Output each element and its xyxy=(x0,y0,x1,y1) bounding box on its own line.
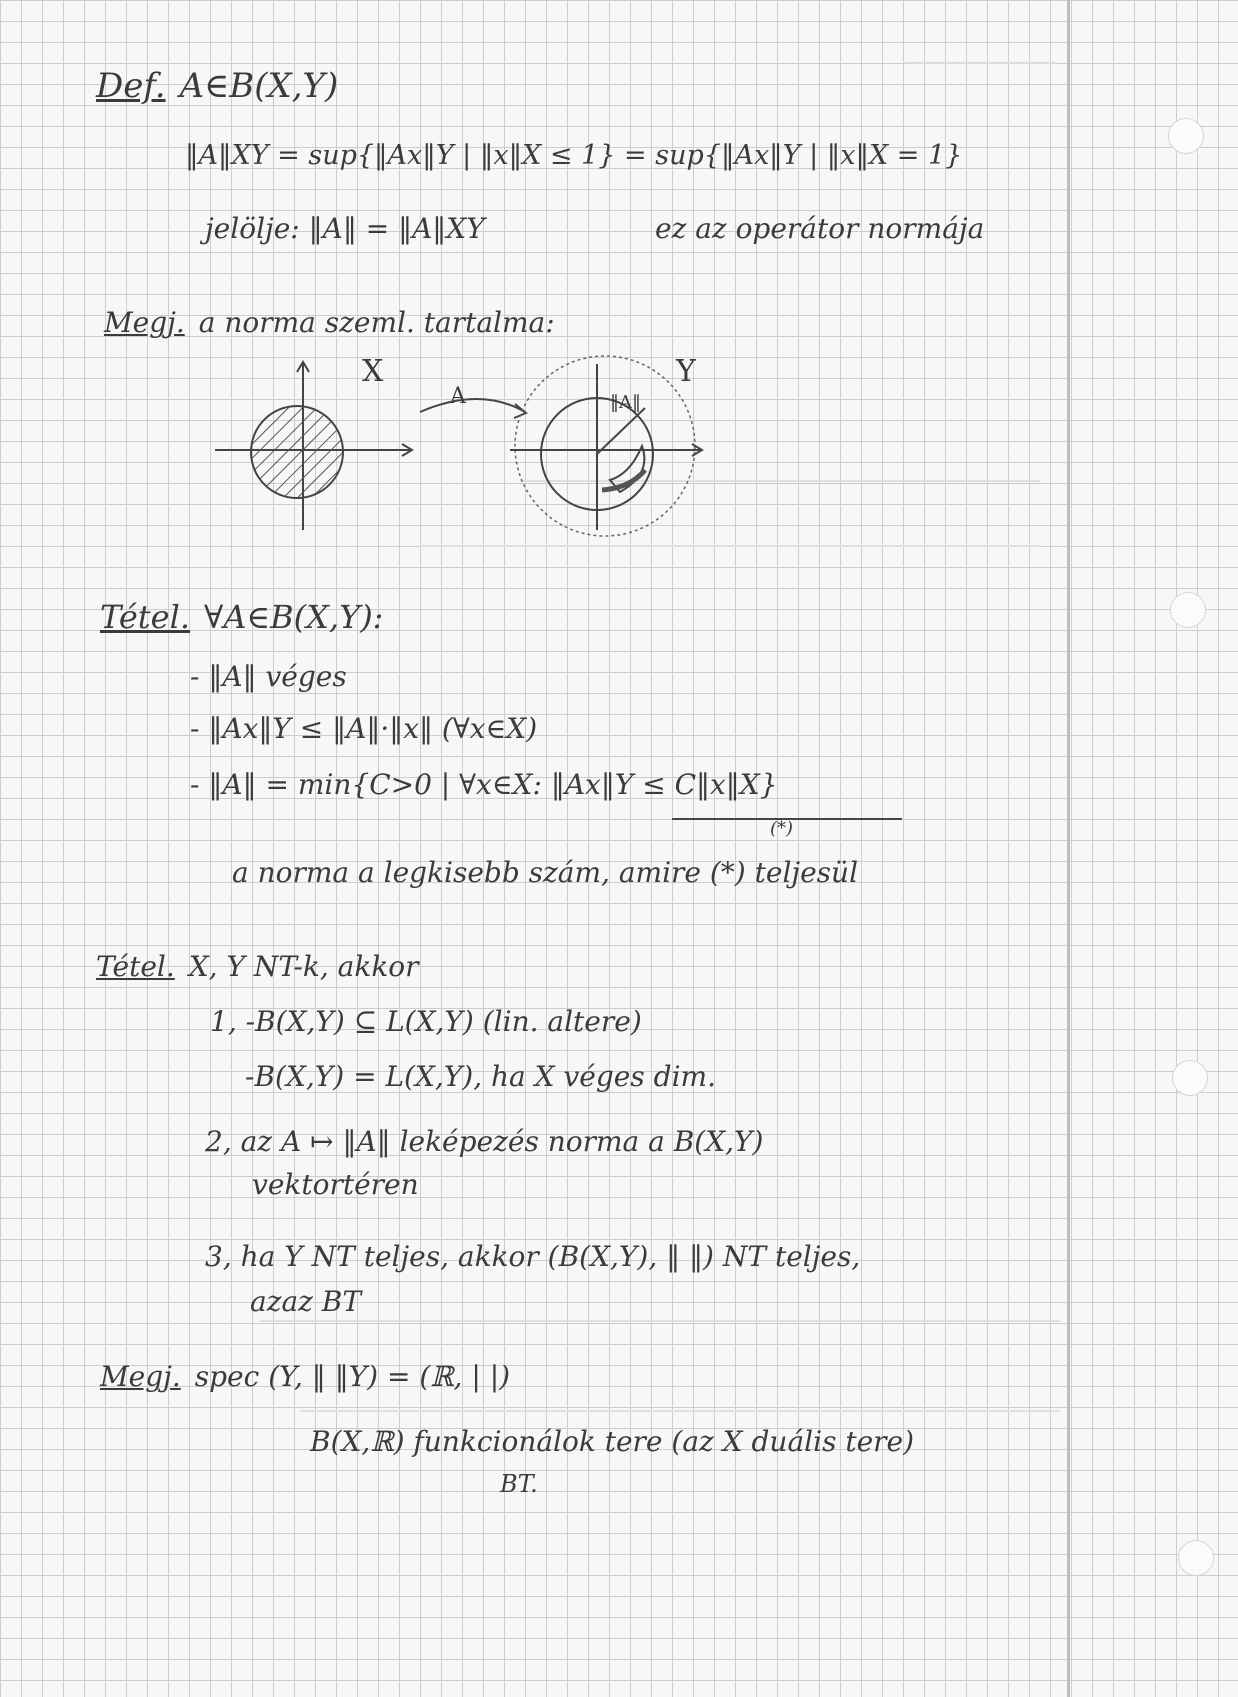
megj1-text: a norma szeml. tartalma: xyxy=(198,306,555,339)
tetel1-label: Tétel. xyxy=(100,598,190,636)
show-through-mark xyxy=(300,1410,1060,1418)
def-notation-remark: ez az operátor normája xyxy=(655,212,985,245)
tetel2-part-2b: vektortéren xyxy=(252,1168,419,1201)
def-operator-norm-formula: ‖A‖XY = sup{‖Ax‖Y | ‖x‖X ≤ 1} = sup{‖Ax‖Y | ‖x‖X = 1} xyxy=(185,140,963,171)
domain-label: X xyxy=(362,354,384,389)
tetel2-part-3b: azaz BT xyxy=(250,1285,362,1318)
tetel2-part-3a: 3, ha Y NT teljes, akkor (B(X,Y), ‖ ‖) NT teljes, xyxy=(205,1240,861,1273)
megj2-text: spec (Y, ‖ ‖Y) = (ℝ, | |) xyxy=(194,1360,511,1393)
def-label: Def. xyxy=(96,66,166,106)
show-through-mark xyxy=(260,1320,1060,1328)
megj2-dual-space: B(X,ℝ) funkcionálok tere (az X duális tere) xyxy=(310,1425,915,1458)
punch-hole xyxy=(1168,118,1204,154)
tetel1-note: a norma a legkisebb szám, amire (*) teljesül xyxy=(232,856,859,889)
norm-radius xyxy=(597,408,645,454)
def-line-1 xyxy=(96,66,338,106)
operator-label: A xyxy=(450,384,466,409)
tetel2-head: X, Y NT-k, akkor xyxy=(188,950,419,983)
megj2-bt: BT. xyxy=(500,1470,538,1498)
tetel1-item-3: - ‖A‖ = min{C>0 | ∀x∈X: ‖Ax‖Y ≤ C‖x‖X} xyxy=(190,768,778,801)
punch-hole xyxy=(1178,1540,1214,1576)
tetel1-item-2: - ‖Ax‖Y ≤ ‖A‖·‖x‖ (∀x∈X) xyxy=(190,712,538,745)
star-mark: (*) xyxy=(770,818,794,839)
margin-line xyxy=(1067,0,1070,1697)
tetel2-part-1b: -B(X,Y) = L(X,Y), ha X véges dim. xyxy=(245,1060,716,1093)
show-through-mark xyxy=(420,545,1040,553)
punch-hole xyxy=(1172,1060,1208,1096)
show-through-mark xyxy=(905,62,1055,70)
norm-illustration xyxy=(190,350,720,540)
tetel1-head: ∀A∈B(X,Y): xyxy=(204,598,384,636)
megj1-label: Megj. xyxy=(104,306,185,339)
unit-ball xyxy=(251,406,343,498)
tetel1-item-1: - ‖A‖ véges xyxy=(190,660,347,693)
codomain-label: Y xyxy=(676,354,696,389)
megj2-label: Megj. xyxy=(100,1360,181,1393)
tetel2-line xyxy=(96,950,419,983)
tetel2-label: Tétel. xyxy=(96,950,175,983)
punch-hole xyxy=(1170,592,1206,628)
norm-label: ‖A‖ xyxy=(610,392,641,413)
megj2-line xyxy=(100,1360,510,1393)
def-notation: jelölje: ‖A‖ = ‖A‖XY xyxy=(205,212,485,245)
mapping-arrow xyxy=(420,399,525,412)
megj1-line xyxy=(104,306,555,339)
def-statement: A∈B(X,Y) xyxy=(179,66,339,106)
tetel2-part-1a: 1, -B(X,Y) ⊆ L(X,Y) (lin. altere) xyxy=(210,1005,642,1038)
tetel1-line xyxy=(100,598,383,636)
tetel2-part-2a: 2, az A ↦ ‖A‖ leképezés norma a B(X,Y) xyxy=(205,1125,764,1158)
